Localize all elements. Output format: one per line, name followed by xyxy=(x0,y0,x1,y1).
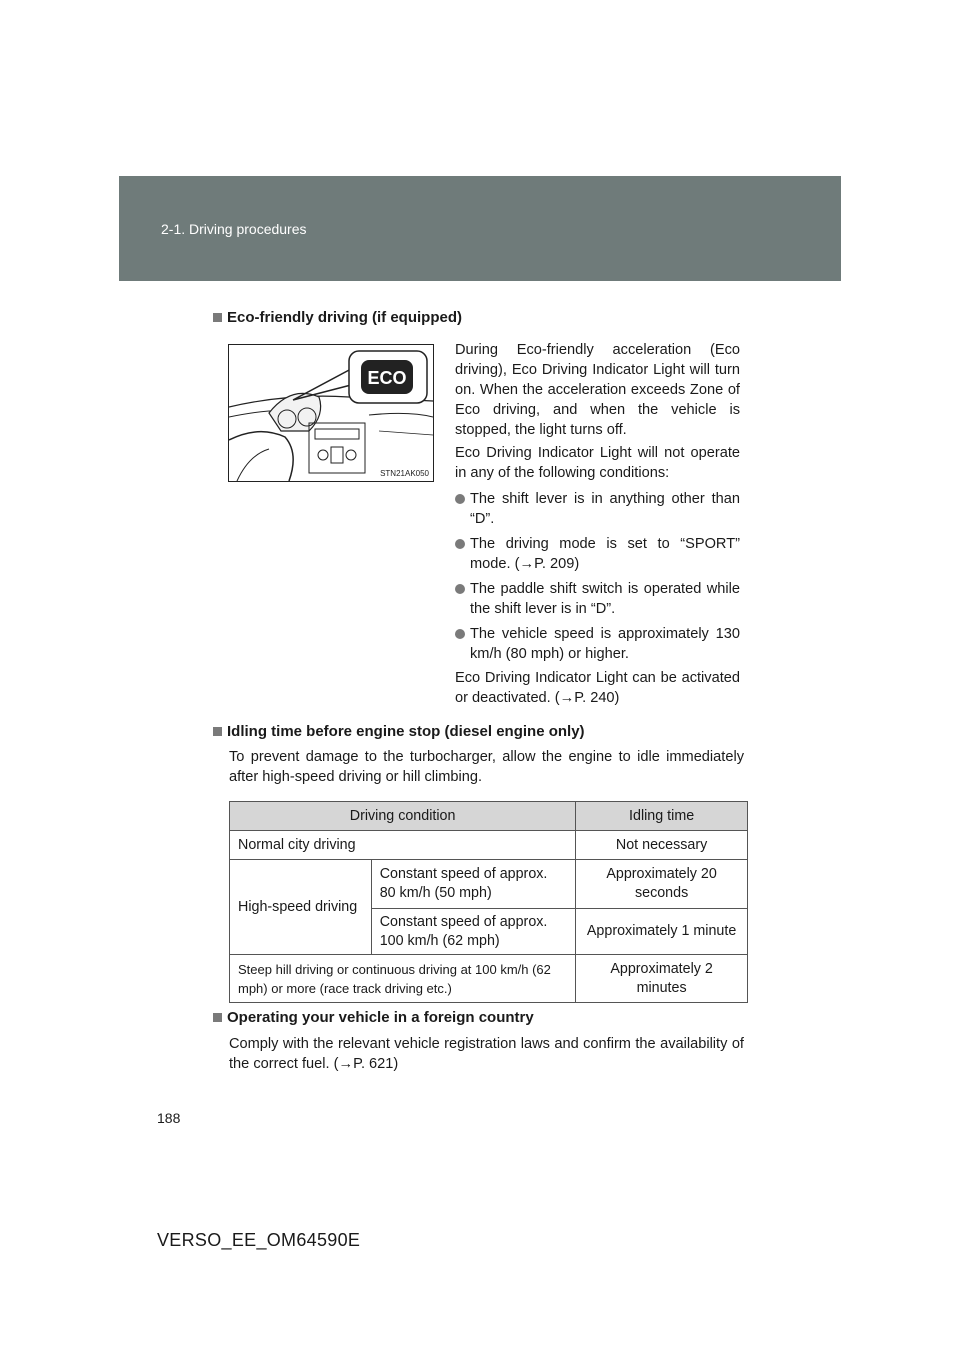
dashboard-illustration xyxy=(229,345,433,481)
table-cell: Steep hill driving or continuous driving at 100 km/h (62 mph) or more (race track driving etc.) xyxy=(230,955,576,1003)
table-cell: Not necessary xyxy=(576,831,748,860)
eco-indicator-figure xyxy=(228,344,434,482)
foreign-heading: Operating your vehicle in a foreign country xyxy=(213,1009,534,1026)
idling-heading: Idling time before engine stop (diesel engine only) xyxy=(213,723,585,740)
heading-square-icon xyxy=(213,727,222,736)
idling-table xyxy=(229,801,748,1003)
eco-bullet-3: The paddle shift switch is operated while the shift lever is in “D”. xyxy=(455,579,740,619)
idling-paragraph: To prevent damage to the turbocharger, allow the engine to idle immediately after high-speed driving or hill climbing. xyxy=(229,749,744,785)
bullet-dot-icon xyxy=(455,494,465,504)
eco-bullet-4: The vehicle speed is approximately 130 km/h (80 mph) or higher. xyxy=(455,624,740,664)
table-cell: Approximately 20 seconds xyxy=(576,860,748,909)
table-cell: Constant speed of approx. 80 km/h (50 mph) xyxy=(371,860,576,909)
bullet-dot-icon xyxy=(455,629,465,639)
eco-paragraph-2: Eco Driving Indicator Light will not operate in any of the following conditions: xyxy=(455,445,740,481)
eco-paragraph-3: Eco Driving Indicator Light can be activated or deactivated. (→P. 240) xyxy=(455,670,740,706)
section-title: 2-1. Driving procedures xyxy=(161,221,307,237)
bullet-dot-icon xyxy=(455,539,465,549)
foreign-paragraph: Comply with the relevant vehicle registration laws and confirm the availability of the correct fuel. (→P. 621) xyxy=(229,1036,744,1072)
page-number: 188 xyxy=(157,1110,181,1126)
bullet-dot-icon xyxy=(455,584,465,594)
document-code: VERSO_EE_OM64590E xyxy=(157,1230,361,1250)
eco-heading: Eco-friendly driving (if equipped) xyxy=(213,309,462,326)
figure-code: STN21AK050 xyxy=(380,469,429,478)
table-cell: Normal city driving xyxy=(230,831,576,860)
table-row xyxy=(230,831,748,860)
table-header-condition: Driving condition xyxy=(230,802,576,831)
table-cell: Approximately 1 minute xyxy=(576,909,748,955)
eco-bullet-1: The shift lever is in anything other than “D”. xyxy=(455,489,740,529)
heading-square-icon xyxy=(213,313,222,322)
table-cell: Approximately 2 minutes xyxy=(576,955,748,1003)
table-cell-high-speed: High-speed driving xyxy=(230,860,372,955)
table-cell: Constant speed of approx. 100 km/h (62 mph) xyxy=(371,909,576,955)
table-row xyxy=(230,955,748,1003)
eco-paragraph-1: During Eco-friendly acceleration (Eco driving), Eco Driving Indicator Light will turn on. When the acceleration exceeds Zone of Eco driving, and when the vehicle is stopped, the light turns off. xyxy=(455,342,740,438)
eco-bullet-2: The driving mode is set to “SPORT” mode. (→P. 209) xyxy=(455,534,740,574)
table-header-time: Idling time xyxy=(576,802,748,831)
eco-badge-label: ECO xyxy=(367,368,407,388)
heading-square-icon xyxy=(213,1013,222,1022)
table-row xyxy=(230,860,748,909)
table-header-row xyxy=(230,802,748,831)
